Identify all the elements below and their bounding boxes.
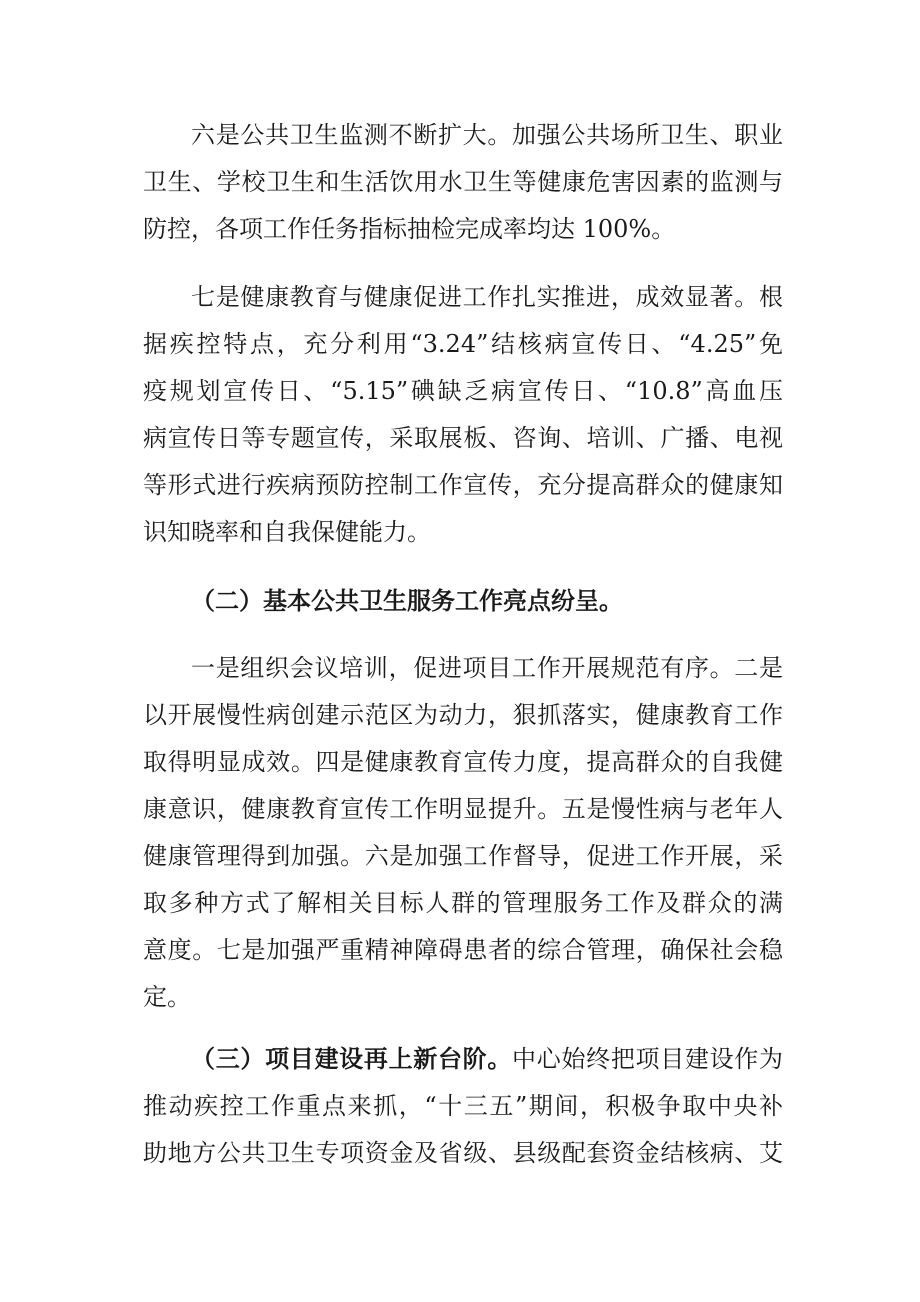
paragraph-2-line-3: 疫规划宣传日、“5.15”碘缺乏病宣传日、“10.8”高血压: [143, 377, 783, 405]
paragraph-2-line-4: 病宣传日等专题宣传，采取展板、咨询、培训、广播、电视: [143, 424, 783, 452]
paragraph-4-line-1: [191, 1044, 783, 1074]
paragraph-1-line-2: 卫生、学校卫生和生活饮用水卫生等健康危害因素的监测与: [143, 168, 783, 196]
paragraph-3-line-4: 康意识，健康教育宣传工作明显提升。五是慢性病与老年人: [143, 795, 783, 823]
paragraph-1-line-1: 六是公共卫生监测不断扩大。加强公共场所卫生、职业: [191, 121, 783, 149]
paragraph-3-line-3: 取得明显成效。四是健康教育宣传力度，提高群众的自我健: [143, 748, 783, 776]
paragraph-2-line-1: 七是健康教育与健康促进工作扎实推进，成效显著。根: [191, 283, 783, 311]
paragraph-3-line-1: 一是组织会议培训，促进项目工作开展规范有序。二是: [191, 654, 783, 682]
section-heading-3: （三）项目建设再上新台阶。: [191, 1044, 513, 1073]
section-heading-2: （二）基本公共卫生服务工作亮点纷呈。: [191, 586, 623, 615]
paragraph-4-line-2: 推动疾控工作重点来抓，“十三五”期间，积极争取中央补: [143, 1092, 783, 1120]
paragraph-2-line-6: 识知晓率和自我保健能力。: [143, 518, 431, 546]
paragraph-2-line-5: 等形式进行疾病预防控制工作宣传，充分提高群众的健康知: [143, 471, 783, 499]
paragraph-4-lead-text: 中心始终把项目建设作为: [512, 1045, 784, 1073]
paragraph-3-line-2: 以开展慢性病创建示范区为动力，狠抓落实，健康教育工作: [143, 701, 783, 729]
paragraph-4-line-3: 助地方公共卫生专项资金及省级、县级配套资金结核病、艾: [143, 1139, 783, 1167]
paragraph-3-line-7: 意度。七是加强严重精神障碍患者的综合管理，确保社会稳: [143, 936, 783, 964]
paragraph-3-line-5: 健康管理得到加强。六是加强工作督导，促进工作开展，采: [143, 842, 783, 870]
paragraph-3-line-8: 定。: [143, 983, 191, 1011]
paragraph-1-line-3: 防控，各项工作任务指标抽检完成率均达 100%。: [143, 215, 676, 243]
paragraph-2-line-2: 据疾控特点，充分利用“3.24”结核病宣传日、“4.25”免: [143, 330, 783, 358]
paragraph-3-line-6: 取多种方式了解相关目标人群的管理服务工作及群众的满: [143, 889, 783, 917]
